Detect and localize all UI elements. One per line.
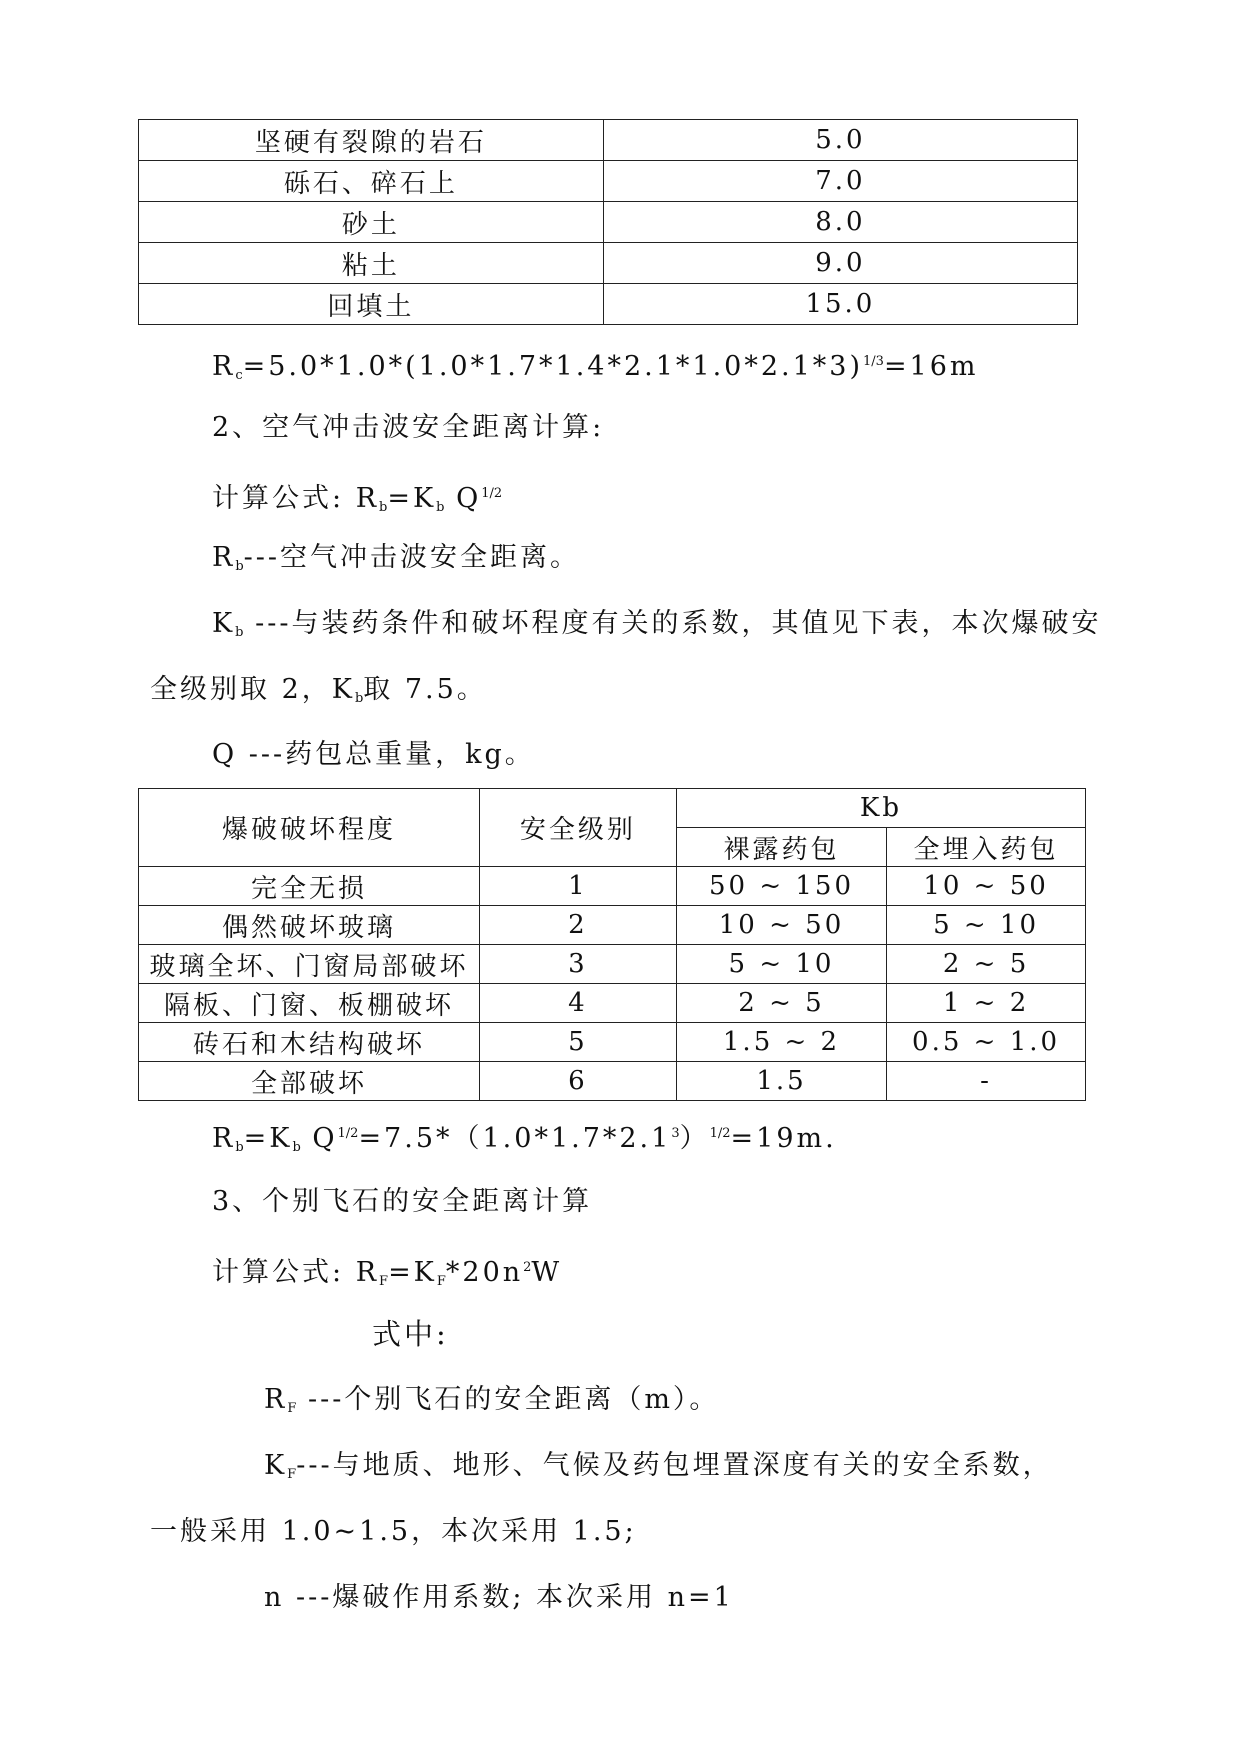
definition-n: n ---爆破作用系数; 本次采用 n=1 [264, 1582, 734, 1613]
definition-q: Q ---药包总重量，kg。 [212, 739, 535, 770]
soil-table-row [139, 284, 1078, 325]
formula-rc: $R_c=5.0*1.0*(1.0*1.7*1.4*2.1*1.0*2.1*3)^{1/3}=16m$ [212, 351, 979, 383]
section3-heading: 3、个别飞石的安全距离计算 [212, 1186, 593, 1217]
blast-level-cell: 2 [479, 906, 676, 945]
blast-buried-cell: 2 ~ 5 [887, 945, 1086, 984]
definition-kb-continued: 全级别取 2，$K_b$取 7.5。 [150, 674, 487, 706]
definition-kf-continued: 一般采用 1.0~1.5，本次采用 1.5; [150, 1516, 637, 1547]
blast-damage-cell: 全部破坏 [139, 1062, 480, 1101]
blast-damage-cell: 玻璃全坏、门窗局部破坏 [139, 945, 480, 984]
soil-type-cell: 坚硬有裂隙的岩石 [139, 120, 604, 161]
soil-table-row [139, 120, 1078, 161]
blast-exposed-cell: 1.5 ~ 2 [676, 1023, 886, 1062]
header-level: 安全级别 [479, 789, 676, 867]
blast-table-row [139, 945, 1086, 984]
blast-buried-cell: 1 ~ 2 [887, 984, 1086, 1023]
blast-level-cell: 6 [479, 1062, 676, 1101]
section3-formula: 计算公式: $R_F=K_F*20n^2W$ [212, 1257, 563, 1289]
definition-kb: $K_b$ ---与装药条件和破坏程度有关的系数，其值见下表，本次爆破安 [212, 608, 1102, 640]
definition-kf: $K_F---$与地质、地形、气候及药包埋置深度有关的安全系数， [264, 1450, 1053, 1482]
formula-rb: $R_b=K_b$ $Q^{1/2}=7.5*(1.0*1.7*2.1^3)^{1/2}=19m$. [212, 1123, 837, 1155]
blast-exposed-cell: 10 ~ 50 [676, 906, 886, 945]
blast-exposed-cell: 50 ~ 150 [676, 867, 886, 906]
blast-damage-cell: 完全无损 [139, 867, 480, 906]
soil-type-cell: 砂土 [139, 202, 604, 243]
soil-table-row [139, 202, 1078, 243]
blast-table-row [139, 1062, 1086, 1101]
blast-exposed-cell: 1.5 [676, 1062, 886, 1101]
soil-value-cell: 7.0 [603, 161, 1077, 202]
soil-type-cell: 回填土 [139, 284, 604, 325]
soil-value-cell: 9.0 [603, 243, 1077, 284]
blast-buried-cell: - [887, 1062, 1086, 1101]
soil-type-cell: 砾石、碎石上 [139, 161, 604, 202]
soil-coefficient-table [138, 119, 1078, 325]
blast-level-cell: 3 [479, 945, 676, 984]
blast-exposed-cell: 2 ~ 5 [676, 984, 886, 1023]
blast-table-row [139, 984, 1086, 1023]
blast-table-body [139, 867, 1086, 1101]
where-label: 式中: [372, 1317, 449, 1351]
definition-rf: $R_F$ ---个别飞石的安全距离（m）。 [264, 1384, 720, 1416]
blast-level-cell: 4 [479, 984, 676, 1023]
section2-formula: 计算公式: $R_b=K_b$ $Q^{1/2}$ [212, 483, 503, 515]
header-damage: 爆破破坏程度 [139, 789, 480, 867]
definition-rb: $R_b---$空气冲击波安全距离。 [212, 542, 581, 574]
soil-value-cell: 15.0 [603, 284, 1077, 325]
soil-table-row [139, 243, 1078, 284]
soil-value-cell: 8.0 [603, 202, 1077, 243]
blast-table-row [139, 867, 1086, 906]
blast-damage-cell: 偶然破坏玻璃 [139, 906, 480, 945]
blast-table-row [139, 1023, 1086, 1062]
blast-damage-cell: 砖石和木结构破坏 [139, 1023, 480, 1062]
section2-heading: 2、空气冲击波安全距离计算: [212, 412, 605, 443]
blast-table-row [139, 906, 1086, 945]
blast-exposed-cell: 5 ~ 10 [676, 945, 886, 984]
header-buried: 全埋入药包 [887, 828, 1086, 867]
blast-table-header [139, 789, 1086, 867]
blast-buried-cell: 10 ~ 50 [887, 867, 1086, 906]
soil-type-cell: 粘土 [139, 243, 604, 284]
soil-table-body [139, 120, 1078, 325]
header-exposed: 裸露药包 [676, 828, 886, 867]
blast-level-cell: 5 [479, 1023, 676, 1062]
header-kb: Kb [676, 789, 1085, 828]
blast-level-cell: 1 [479, 867, 676, 906]
blast-damage-cell: 隔板、门窗、板棚破坏 [139, 984, 480, 1023]
blast-buried-cell: 0.5 ~ 1.0 [887, 1023, 1086, 1062]
soil-table-row [139, 161, 1078, 202]
blast-damage-table [138, 788, 1086, 1101]
soil-value-cell: 5.0 [603, 120, 1077, 161]
blast-buried-cell: 5 ~ 10 [887, 906, 1086, 945]
